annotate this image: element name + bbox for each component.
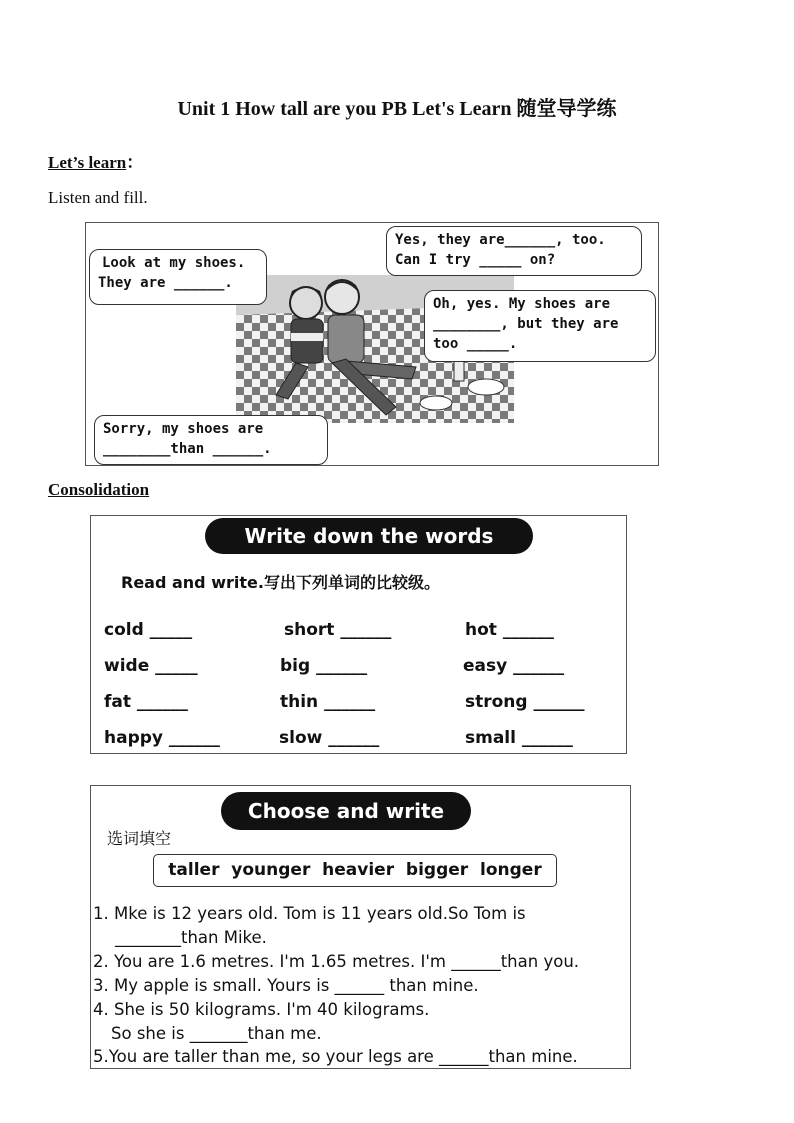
lets-learn-heading: Let’s learn — [48, 153, 127, 172]
word-fat[interactable]: fat ______ — [104, 692, 188, 712]
bubble-2-line-1: Yes, they are______, too. — [395, 232, 606, 248]
lets-learn-colon: ： — [126, 153, 144, 172]
sentence-5[interactable]: 5.You are taller than me, so your legs are ______than mine. — [93, 1047, 578, 1066]
sentence-2[interactable]: 2. You are 1.6 metres. I'm 1.65 metres. I'm ______than you. — [93, 952, 580, 971]
speech-bubble-1 — [89, 249, 267, 305]
bubble-3-line-2: ________, but they are — [433, 316, 619, 332]
word-small[interactable]: small ______ — [465, 728, 573, 748]
word-hot[interactable]: hot ______ — [465, 620, 554, 640]
word-thin[interactable]: thin ______ — [280, 692, 376, 712]
bubble-2-line-2: Can I try _____ on? — [395, 252, 556, 268]
write-words-instruction: Read and write.写出下列单词的比较级。 — [121, 573, 440, 592]
sentence-1: 1. Mke is 12 years old. Tom is 11 years old.So Tom is — [93, 904, 526, 923]
bubble-3-line-1: Oh, yes. My shoes are — [433, 296, 611, 312]
sentence-3[interactable]: 3. My apple is small. Yours is ______ than mine. — [93, 976, 479, 995]
bubble-1-line-1: Look at my shoes. — [102, 255, 246, 271]
bubble-3-line-3: too _____. — [433, 336, 518, 352]
sentence-1-continued[interactable]: ________than Mike. — [115, 928, 267, 947]
word-easy[interactable]: easy ______ — [463, 656, 565, 676]
lets-learn-instruction: Listen and fill. — [48, 188, 148, 207]
word-bank-box: taller younger heavier bigger longer — [153, 854, 557, 887]
word-cold[interactable]: cold _____ — [104, 620, 193, 640]
speech-bubble-4 — [94, 415, 328, 465]
choose-write-banner: Choose and write — [221, 792, 471, 830]
word-strong[interactable]: strong ______ — [465, 692, 585, 712]
bubble-4-line-1: Sorry, my shoes are — [103, 421, 264, 437]
bubble-4-line-2: ________than ______. — [103, 441, 272, 457]
sentence-4: 4. She is 50 kilograms. I'm 40 kilograms. — [93, 1000, 430, 1019]
sentence-4-continued[interactable]: So she is _______than me. — [111, 1024, 322, 1043]
speech-bubble-3 — [424, 290, 656, 362]
lets-learn-header — [48, 148, 143, 173]
word-slow[interactable]: slow ______ — [279, 728, 380, 748]
word-big[interactable]: big ______ — [280, 656, 368, 676]
word-happy[interactable]: happy ______ — [104, 728, 220, 748]
choose-write-panel — [90, 785, 631, 1069]
comic-panel — [85, 222, 659, 466]
write-words-panel — [90, 515, 627, 754]
page-title: Unit 1 How tall are you PB Let's Learn 随堂导学练 — [177, 98, 617, 120]
consolidation-heading: Consolidation — [48, 480, 150, 499]
speech-bubble-2 — [386, 226, 642, 276]
choose-write-instruction: 选词填空 — [107, 829, 172, 848]
write-words-banner: Write down the words — [205, 518, 533, 554]
bubble-1-line-2: They are ______. — [98, 275, 233, 291]
word-wide[interactable]: wide _____ — [104, 656, 198, 676]
word-short[interactable]: short ______ — [284, 620, 392, 640]
